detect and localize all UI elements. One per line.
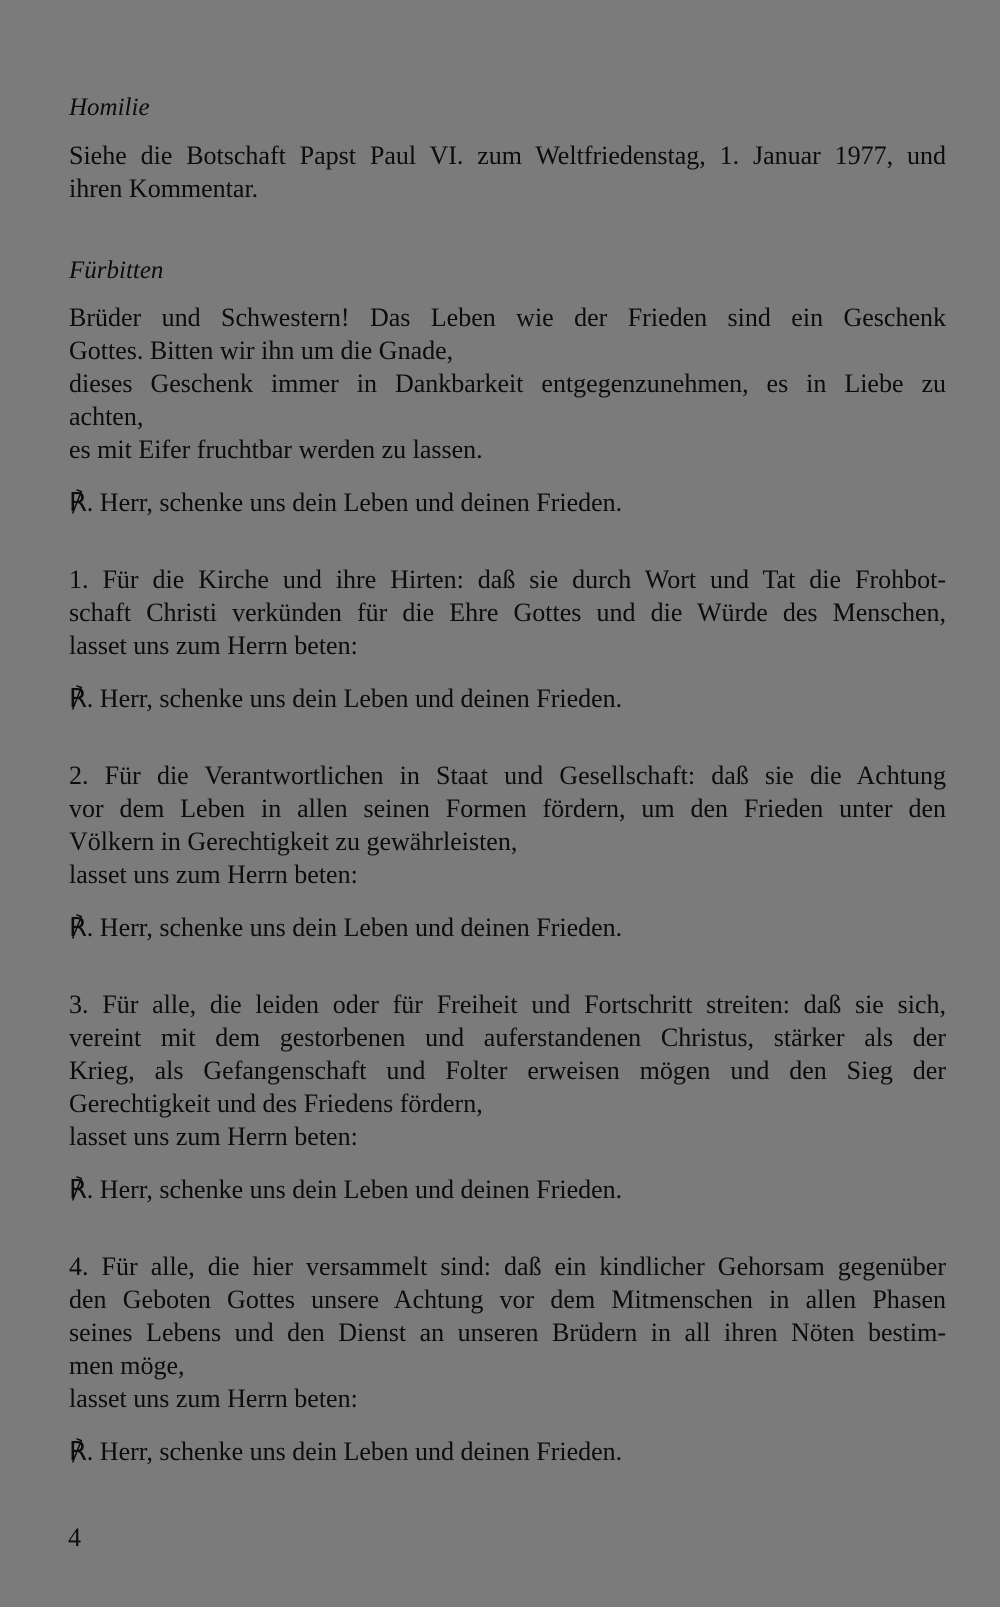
petition-2-line: 2. Für die Verantwortlichen in Staat und Gesellschaft: daß sie die Achtung xyxy=(69,761,946,790)
petition-1-line: lasset uns zum Herrn beten: xyxy=(69,631,358,660)
petition-2-line: vor dem Leben in allen seinen Formen fördern, um den Frieden unter den xyxy=(69,794,946,823)
petition-4-line: seines Lebens und den Dienst an unseren Brüdern in all ihren Nöten bestim- xyxy=(69,1318,946,1347)
intro-line: Gottes. Bitten wir ihn um die Gnade, xyxy=(69,336,454,365)
page-number: 4 xyxy=(68,1523,81,1552)
homily-heading: Homilie xyxy=(69,94,150,121)
response-line: ℟. Herr, schenke uns dein Leben und deinen Frieden. xyxy=(69,1175,623,1204)
petition-2-line: Völkern in Gerechtigkeit zu gewährleisten, xyxy=(69,827,518,856)
petition-2-line: lasset uns zum Herrn beten: xyxy=(69,860,358,889)
petition-3-line: Gerechtigkeit und des Friedens fördern, xyxy=(69,1089,483,1118)
petition-3-line: vereint mit dem gestorbenen und auferstandenen Christus, stärker als der xyxy=(69,1023,946,1052)
intro-line: Brüder und Schwestern! Das Leben wie der Frieden sind ein Geschenk xyxy=(69,303,946,332)
homily-text-line: Siehe die Botschaft Papst Paul VI. zum Weltfriedenstag, 1. Januar 1977, und xyxy=(69,141,946,170)
petition-3-line: 3. Für alle, die leiden oder für Freiheit und Fortschritt streiten: daß sie sich, xyxy=(69,990,946,1019)
petition-4-line: lasset uns zum Herrn beten: xyxy=(69,1384,358,1413)
response-line: ℟. Herr, schenke uns dein Leben und deinen Frieden. xyxy=(69,488,623,517)
petition-4-line: men möge, xyxy=(69,1351,185,1380)
intro-line: achten, xyxy=(69,402,144,431)
response-line: ℟. Herr, schenke uns dein Leben und deinen Frieden. xyxy=(69,684,623,713)
petition-3-line: Krieg, als Gefangenschaft und Folter erweisen mögen und den Sieg der xyxy=(69,1056,946,1085)
intro-line: dieses Geschenk immer in Dankbarkeit entgegenzunehmen, es in Liebe zu xyxy=(69,369,946,398)
petition-1-line: schaft Christi verkünden für die Ehre Gottes und die Würde des Menschen, xyxy=(69,598,946,627)
petition-4-line: 4. Für alle, die hier versammelt sind: daß ein kindlicher Gehorsam gegenüber xyxy=(69,1252,946,1281)
petition-3-line: lasset uns zum Herrn beten: xyxy=(69,1122,358,1151)
intercessions-heading: Fürbitten xyxy=(69,257,164,284)
response-line: ℟. Herr, schenke uns dein Leben und deinen Frieden. xyxy=(69,913,623,942)
petition-1-line: 1. Für die Kirche und ihre Hirten: daß sie durch Wort und Tat die Frohbot- xyxy=(69,565,946,594)
intro-line: es mit Eifer fruchtbar werden zu lassen. xyxy=(69,435,483,464)
homily-text-line: ihren Kommentar. xyxy=(69,174,259,203)
response-line: ℟. Herr, schenke uns dein Leben und deinen Frieden. xyxy=(69,1437,623,1466)
petition-4-line: den Geboten Gottes unsere Achtung vor dem Mitmenschen in allen Phasen xyxy=(69,1285,946,1314)
